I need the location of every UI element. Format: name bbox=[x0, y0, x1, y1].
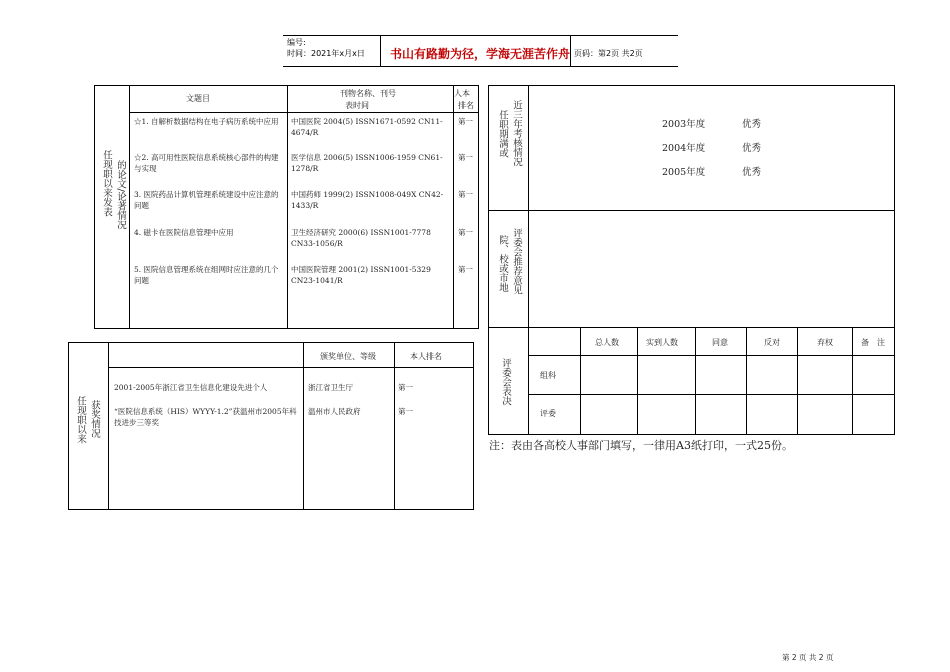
papers-col-rank-2: 排名 bbox=[458, 101, 474, 110]
award-unit-2: 温州市人民政府 bbox=[308, 407, 361, 416]
recommend-label-b: 院、校或市地 bbox=[497, 235, 508, 292]
time-label: 时间：2021年x月x日 bbox=[287, 49, 365, 58]
papers-section-label-b: 的论文/论著情况 bbox=[115, 160, 126, 230]
vote-row-committee: 评委 bbox=[540, 409, 556, 418]
papers-col-sep-3 bbox=[453, 85, 454, 329]
header-divider-2 bbox=[570, 35, 571, 66]
awards-col-rank: 本人排名 bbox=[410, 352, 442, 361]
paper-title-1: ☆1. 自解析数据结构在电子病历系统中应用 bbox=[134, 117, 279, 126]
assessment-year-1: 2003年度 bbox=[662, 119, 706, 130]
paper-title-4: 4. 磁卡在医院信息管理中应用 bbox=[134, 228, 234, 237]
vote-header-present: 实到人数 bbox=[646, 338, 678, 347]
awards-section-label-a: 任现职以来 bbox=[75, 396, 86, 444]
papers-col-journal-2: 表时间 bbox=[345, 101, 369, 110]
papers-section-label-a: 任现职以来发表 bbox=[101, 150, 112, 217]
paper-rank-2: 第一 bbox=[458, 153, 473, 162]
assessment-label-a: 近三年考核情况 bbox=[511, 100, 522, 167]
vote-col-sep-4 bbox=[746, 327, 747, 435]
footnote: 注：表由各高校人事部门填写，一律用A3纸打印，一式25份。 bbox=[489, 439, 793, 452]
paper-journal-4: 卫生经济研究 2000(6) ISSN1001-7778 CN33-1056/R bbox=[291, 228, 431, 248]
paper-journal-2: 医学信息 2006(5) ISSN1006-1959 CN61-1278/R bbox=[291, 153, 443, 173]
award-title-2: “医院信息系统（HIS）WYYY-1.2”获温州市2005年科技进步三等奖 bbox=[114, 407, 297, 427]
assessment-result-1: 优秀 bbox=[742, 119, 762, 130]
header-divider-1 bbox=[380, 35, 381, 66]
assessment-label-b: 任职期满或 bbox=[497, 110, 508, 158]
award-rank-2: 第一 bbox=[398, 407, 413, 416]
award-title-1: 2001-2005年浙江省卫生信息化建设先进个人 bbox=[114, 383, 268, 392]
vote-col-sep-5 bbox=[797, 327, 798, 435]
paper-journal-3: 中国药师 1999(2) ISSN1008-049X CN42-1433/R bbox=[291, 190, 444, 210]
vote-col-sep-1 bbox=[580, 327, 581, 435]
papers-col-sep-2 bbox=[287, 85, 288, 329]
vote-header-total: 总人数 bbox=[595, 338, 619, 347]
vote-header-rule bbox=[528, 355, 895, 356]
paper-title-2: ☆2. 高可用性医院信息系统核心部件的构建与实现 bbox=[134, 153, 279, 173]
assessment-year-2: 2004年度 bbox=[662, 143, 706, 154]
paper-journal-5: 中国医院管理 2001(2) ISSN1001-5329 CN23-1041/R bbox=[291, 265, 431, 285]
papers-header-rule bbox=[129, 112, 479, 113]
header-bottom-rule bbox=[283, 66, 678, 67]
vote-header-agree: 同意 bbox=[712, 338, 728, 347]
assessment-result-2: 优秀 bbox=[742, 143, 762, 154]
review-rule-2 bbox=[488, 327, 895, 328]
vote-header-remark: 备注 bbox=[861, 338, 893, 347]
vote-row-rule bbox=[528, 394, 895, 395]
vote-row-group: 组科 bbox=[540, 371, 556, 380]
header-top-rule bbox=[283, 35, 678, 36]
award-unit-1: 浙江省卫生厅 bbox=[308, 383, 353, 392]
page-footer: 第 2 页 共 2 页 bbox=[782, 653, 834, 662]
vote-header-oppose: 反对 bbox=[764, 338, 780, 347]
assessment-year-3: 2005年度 bbox=[662, 167, 706, 178]
awards-section-label-b: 获奖情况 bbox=[89, 400, 100, 438]
papers-col-title: 文题目 bbox=[186, 94, 210, 103]
paper-title-5: 5. 医院信息管理系统在组网时应注意的几个问题 bbox=[134, 265, 279, 285]
paper-rank-1: 第一 bbox=[458, 117, 473, 126]
awards-header-rule bbox=[108, 367, 474, 368]
page-label: 页码：第2页 共2页 bbox=[574, 49, 643, 58]
vote-header-abstain: 弃权 bbox=[817, 338, 833, 347]
paper-title-3: 3. 医院药品计算机管理系统建设中应注意的问题 bbox=[134, 190, 279, 210]
assessment-result-3: 优秀 bbox=[742, 167, 762, 178]
vote-label-sep bbox=[528, 327, 529, 435]
paper-rank-3: 第一 bbox=[458, 190, 473, 199]
paper-journal-1: 中国医院 2004(5) ISSN1671-0592 CN11-4674/R bbox=[291, 117, 443, 137]
paper-rank-5: 第一 bbox=[458, 265, 473, 274]
vote-col-sep-2 bbox=[637, 327, 638, 435]
recommend-label-a: 评委会推荐意见 bbox=[511, 228, 522, 295]
paper-rank-4: 第一 bbox=[458, 228, 473, 237]
award-rank-1: 第一 bbox=[398, 383, 413, 392]
serial-label: 编号: bbox=[287, 38, 306, 47]
vote-label: 评委会表决 bbox=[500, 358, 511, 406]
papers-col-journal-1: 刊物名称、刊号 bbox=[340, 89, 396, 98]
vote-col-sep-6 bbox=[852, 327, 853, 435]
review-label-sep-top bbox=[528, 85, 529, 327]
motto: 书山有路勤为径，学海无涯苦作舟 bbox=[390, 47, 571, 61]
review-rule-1 bbox=[488, 210, 895, 211]
vote-col-sep-3 bbox=[695, 327, 696, 435]
papers-col-sep-1 bbox=[129, 85, 130, 329]
review-table-frame bbox=[488, 85, 895, 435]
awards-col-unit: 颁奖单位、等级 bbox=[320, 352, 376, 361]
papers-col-rank-1: 人本 bbox=[454, 89, 470, 98]
